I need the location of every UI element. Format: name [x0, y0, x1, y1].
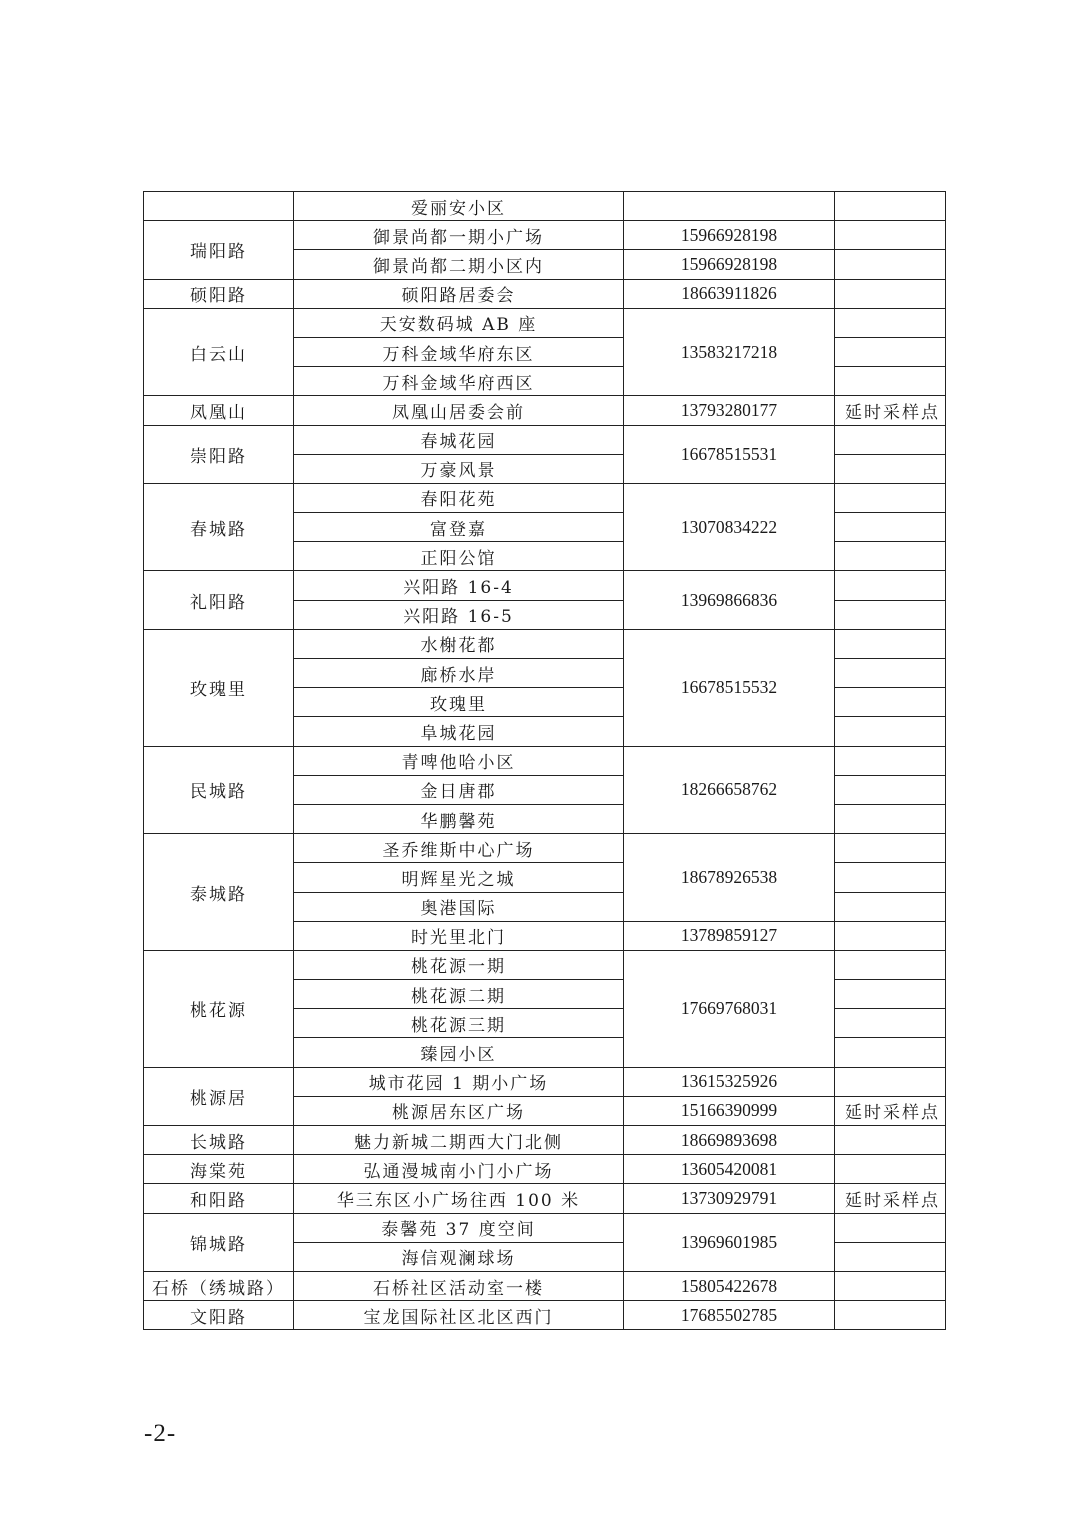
remark-cell [835, 746, 946, 775]
site-cell: 御景尚都一期小广场 [294, 221, 624, 250]
remark-cell [835, 659, 946, 688]
table-row [144, 308, 946, 337]
table-row [144, 1301, 946, 1330]
table-row [144, 221, 946, 250]
remark-cell [835, 513, 946, 542]
remark-cell [835, 1271, 946, 1300]
table-row [144, 1155, 946, 1184]
phone-cell: 13730929791 [624, 1184, 835, 1213]
phone-cell [624, 192, 835, 221]
remark-cell [835, 542, 946, 571]
remark-cell [835, 775, 946, 804]
site-cell: 阜城花园 [294, 717, 624, 746]
table-row [144, 1184, 946, 1213]
site-cell: 宝龙国际社区北区西门 [294, 1301, 624, 1330]
site-cell: 天安数码城 AB 座 [294, 308, 624, 337]
phone-cell: 17669768031 [624, 950, 835, 1067]
phone-cell: 13605420081 [624, 1155, 835, 1184]
remark-cell [835, 804, 946, 833]
remark-cell [835, 337, 946, 366]
area-cell: 春城路 [144, 483, 294, 571]
area-cell: 崇阳路 [144, 425, 294, 483]
phone-cell: 16678515532 [624, 629, 835, 746]
phone-cell: 13789859127 [624, 921, 835, 950]
remark-cell [835, 1067, 946, 1096]
site-cell: 海信观澜球场 [294, 1242, 624, 1271]
site-cell: 玫瑰里 [294, 688, 624, 717]
table-row [144, 1213, 946, 1242]
area-cell: 泰城路 [144, 834, 294, 951]
site-cell: 桃花源二期 [294, 980, 624, 1009]
remark-cell [835, 1242, 946, 1271]
table-row [144, 425, 946, 454]
area-cell: 桃花源 [144, 950, 294, 1067]
sampling-sites-table-body [144, 192, 946, 1330]
area-cell: 硕阳路 [144, 279, 294, 308]
phone-cell: 17685502785 [624, 1301, 835, 1330]
remark-cell [835, 308, 946, 337]
remark-cell [835, 1301, 946, 1330]
remark-cell: 延时采样点 [835, 396, 946, 425]
remark-cell [835, 688, 946, 717]
site-cell: 华三东区小广场往西 100 米 [294, 1184, 624, 1213]
phone-cell: 15805422678 [624, 1271, 835, 1300]
phone-cell: 16678515531 [624, 425, 835, 483]
table-row [144, 834, 946, 863]
area-cell: 礼阳路 [144, 571, 294, 629]
site-cell: 春阳花苑 [294, 483, 624, 512]
table-row [144, 629, 946, 658]
remark-cell [835, 1038, 946, 1067]
phone-cell: 13969866836 [624, 571, 835, 629]
remark-cell [835, 1126, 946, 1155]
remark-cell [835, 425, 946, 454]
table-row [144, 1067, 946, 1096]
remark-cell [835, 367, 946, 396]
site-cell: 兴阳路 16-4 [294, 571, 624, 600]
remark-cell [835, 454, 946, 483]
table-row [144, 1126, 946, 1155]
area-cell: 石桥（绣城路） [144, 1271, 294, 1300]
phone-cell: 15166390999 [624, 1096, 835, 1125]
site-cell: 万豪风景 [294, 454, 624, 483]
phone-cell: 13793280177 [624, 396, 835, 425]
area-cell: 瑞阳路 [144, 221, 294, 279]
phone-cell: 13583217218 [624, 308, 835, 396]
remark-cell [835, 483, 946, 512]
phone-cell: 15966928198 [624, 221, 835, 250]
site-cell: 桃源居东区广场 [294, 1096, 624, 1125]
site-cell: 圣乔维斯中心广场 [294, 834, 624, 863]
phone-cell: 15966928198 [624, 250, 835, 279]
site-cell: 凤凰山居委会前 [294, 396, 624, 425]
phone-cell: 18663911826 [624, 279, 835, 308]
remark-cell [835, 221, 946, 250]
site-cell: 廊桥水岸 [294, 659, 624, 688]
table-row [144, 483, 946, 512]
site-cell: 泰馨苑 37 度空间 [294, 1213, 624, 1242]
phone-cell: 13615325926 [624, 1067, 835, 1096]
table-row [144, 396, 946, 425]
area-cell: 桃源居 [144, 1067, 294, 1125]
site-cell: 富登嘉 [294, 513, 624, 542]
site-cell: 桃花源三期 [294, 1009, 624, 1038]
area-cell: 玫瑰里 [144, 629, 294, 746]
site-cell: 正阳公馆 [294, 542, 624, 571]
table-row [144, 1271, 946, 1300]
phone-cell: 13969601985 [624, 1213, 835, 1271]
phone-cell: 18669893698 [624, 1126, 835, 1155]
site-cell: 金日唐郡 [294, 775, 624, 804]
site-cell: 弘通漫城南小门小广场 [294, 1155, 624, 1184]
remark-cell [835, 892, 946, 921]
site-cell: 奥港国际 [294, 892, 624, 921]
remark-cell: 延时采样点 [835, 1096, 946, 1125]
remark-cell [835, 279, 946, 308]
site-cell: 春城花园 [294, 425, 624, 454]
area-cell: 锦城路 [144, 1213, 294, 1271]
area-cell: 海棠苑 [144, 1155, 294, 1184]
table-row [144, 192, 946, 221]
site-cell: 万科金域华府东区 [294, 337, 624, 366]
area-cell: 和阳路 [144, 1184, 294, 1213]
site-cell: 魅力新城二期西大门北侧 [294, 1126, 624, 1155]
sampling-sites-table [143, 191, 946, 1330]
page-number: -2- [144, 1420, 177, 1447]
area-cell: 长城路 [144, 1126, 294, 1155]
remark-cell [835, 921, 946, 950]
area-cell [144, 192, 294, 221]
phone-cell: 13070834222 [624, 483, 835, 571]
site-cell: 水榭花都 [294, 629, 624, 658]
table-row [144, 950, 946, 979]
area-cell: 民城路 [144, 746, 294, 834]
remark-cell [835, 717, 946, 746]
table-row [144, 571, 946, 600]
remark-cell [835, 834, 946, 863]
site-cell: 硕阳路居委会 [294, 279, 624, 308]
remark-cell [835, 250, 946, 279]
remark-cell [835, 571, 946, 600]
remark-cell: 延时采样点 [835, 1184, 946, 1213]
area-cell: 文阳路 [144, 1301, 294, 1330]
remark-cell [835, 192, 946, 221]
phone-cell: 18678926538 [624, 834, 835, 922]
remark-cell [835, 600, 946, 629]
table-row [144, 746, 946, 775]
site-cell: 青啤他哈小区 [294, 746, 624, 775]
area-cell: 白云山 [144, 308, 294, 396]
area-cell: 凤凰山 [144, 396, 294, 425]
site-cell: 桃花源一期 [294, 950, 624, 979]
site-cell: 华鹏馨苑 [294, 804, 624, 833]
remark-cell [835, 863, 946, 892]
phone-cell: 18266658762 [624, 746, 835, 834]
remark-cell [835, 629, 946, 658]
site-cell: 时光里北门 [294, 921, 624, 950]
table-row [144, 279, 946, 308]
site-cell: 御景尚都二期小区内 [294, 250, 624, 279]
site-cell: 臻园小区 [294, 1038, 624, 1067]
remark-cell [835, 1213, 946, 1242]
site-cell: 石桥社区活动室一楼 [294, 1271, 624, 1300]
remark-cell [835, 1009, 946, 1038]
site-cell: 兴阳路 16-5 [294, 600, 624, 629]
site-cell: 城市花园 1 期小广场 [294, 1067, 624, 1096]
site-cell: 爱丽安小区 [294, 192, 624, 221]
remark-cell [835, 980, 946, 1009]
site-cell: 明辉星光之城 [294, 863, 624, 892]
site-cell: 万科金域华府西区 [294, 367, 624, 396]
remark-cell [835, 950, 946, 979]
remark-cell [835, 1155, 946, 1184]
